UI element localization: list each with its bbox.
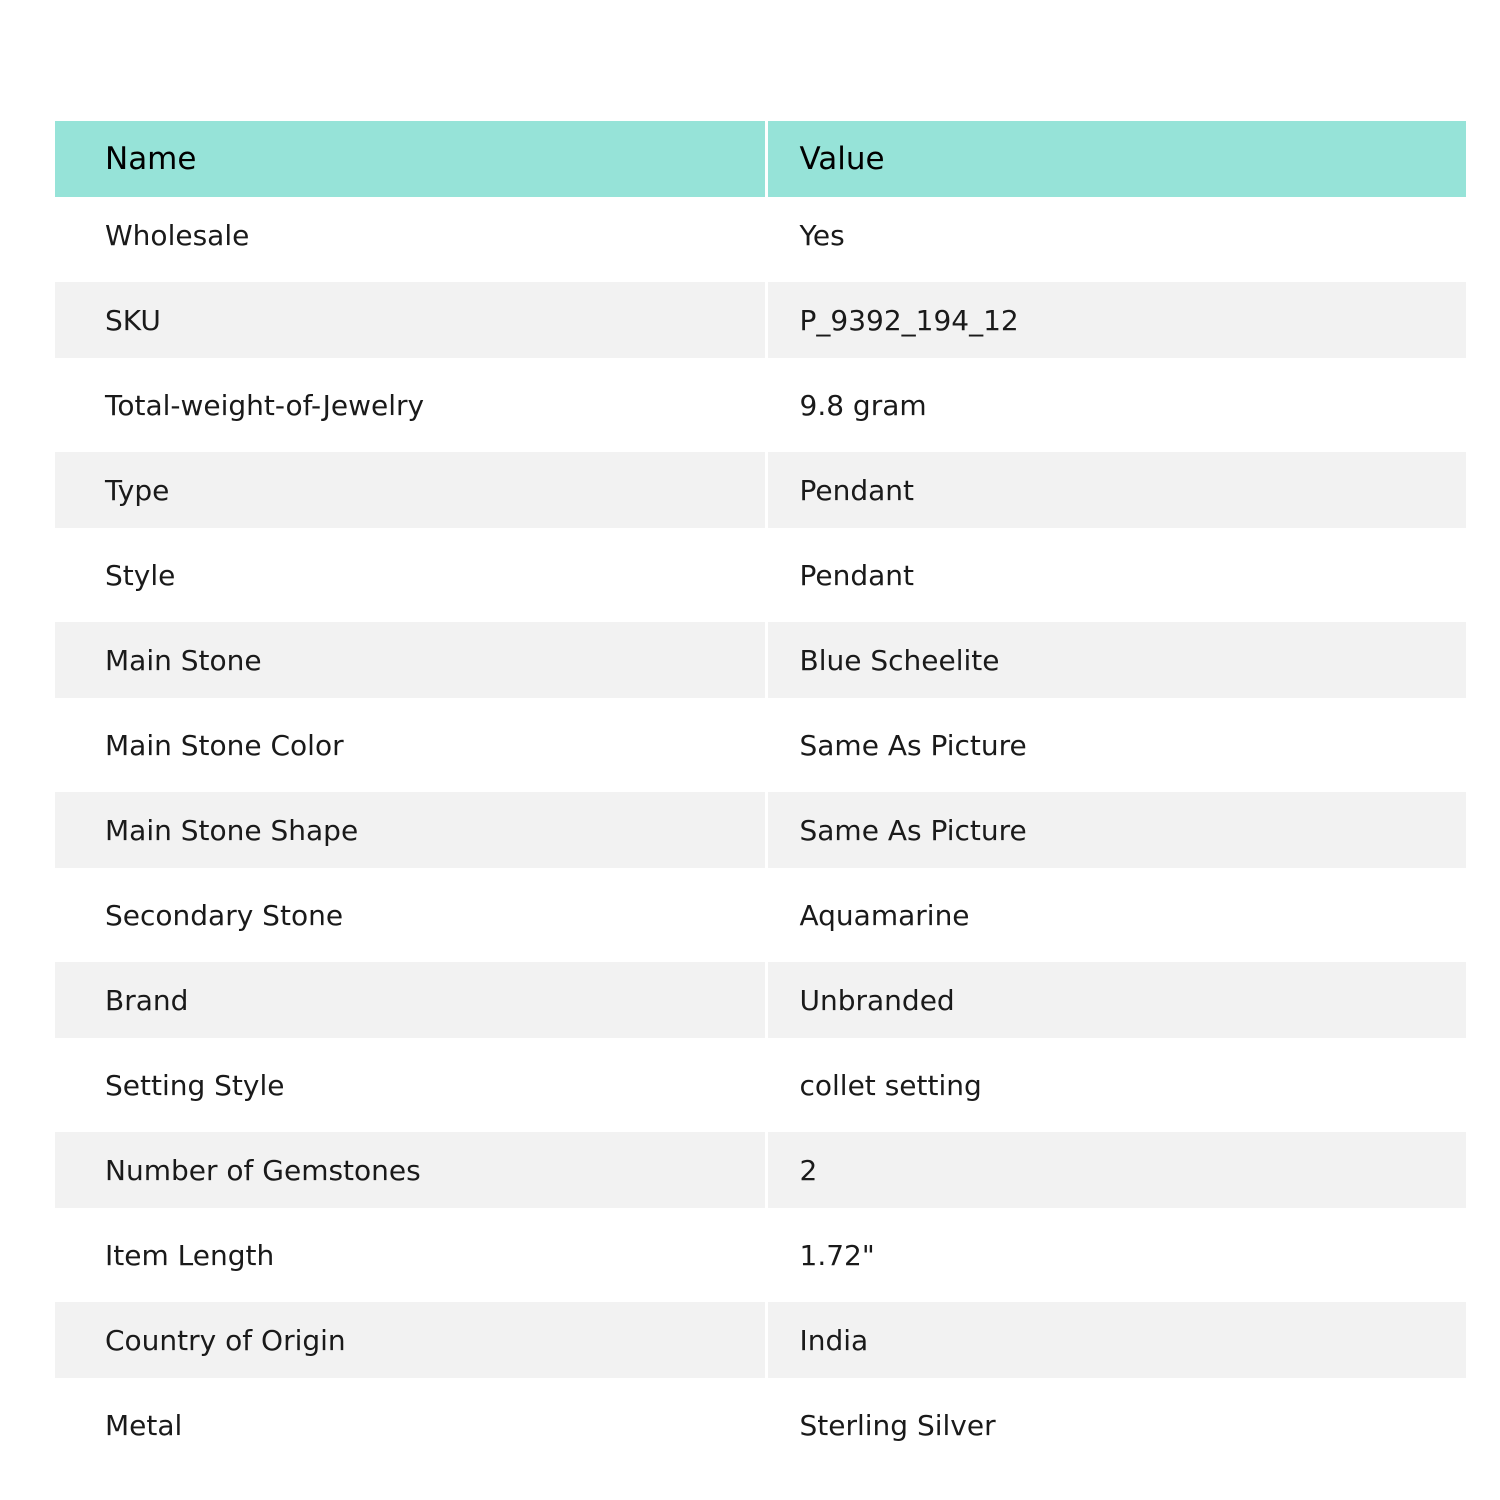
table-row [55,452,1466,528]
table-row [55,367,1466,443]
table-row [55,1132,1466,1208]
table-body [55,197,1466,1463]
row-spacer [55,358,1466,367]
row-spacer-cell [55,1293,1466,1302]
row-value-cell: Unbranded [766,962,1466,1038]
row-value-cell: 9.8 gram [799,388,927,422]
row-name-cell: Main Stone Shape [55,792,766,868]
row-name-cell: Secondary Stone [55,877,766,953]
table-row [55,197,1466,273]
row-spacer [55,868,1466,877]
row-name-cell: Main Stone Color [55,707,766,783]
row-spacer [55,528,1466,537]
row-spacer-cell [55,358,1466,367]
table-row [55,962,1466,1038]
row-spacer [55,783,1466,792]
row-spacer [55,443,1466,452]
row-spacer-cell [55,1378,1466,1387]
table-row [55,537,1466,613]
row-spacer-cell [55,1123,1466,1132]
row-spacer-cell [55,1038,1466,1047]
row-spacer [55,953,1466,962]
row-spacer [55,1293,1466,1302]
row-value-cell: 2 [766,1132,1466,1208]
row-value-cell: 1.72" [799,1238,875,1272]
row-spacer-cell [55,868,1466,877]
row-spacer-cell [55,1208,1466,1217]
row-name-cell: Total-weight-of-Jewelry [55,367,766,443]
row-value-cell: collet setting [799,1068,982,1102]
row-value-cell: Same As Picture [766,792,1466,868]
table-row [55,792,1466,868]
row-value-cell: Same As Picture [799,728,1027,762]
table-row [55,1302,1466,1378]
row-name-cell: Style [55,537,766,613]
row-value-cell: India [766,1302,1466,1378]
row-value-cell: Yes [799,218,845,252]
row-spacer [55,613,1466,622]
table-row [55,622,1466,698]
specifications-table [55,121,1466,1463]
row-value-cell: Pendant [766,452,1466,528]
row-value-cell: Sterling Silver [799,1408,996,1442]
row-spacer [55,698,1466,707]
table-row [55,1387,1466,1463]
table-row [55,1217,1466,1293]
row-spacer-cell [55,443,1466,452]
row-spacer [55,1038,1466,1047]
row-value-cell: Pendant [799,558,915,592]
row-spacer [55,1123,1466,1132]
header-row [55,121,1466,197]
row-spacer-cell [55,613,1466,622]
row-value-cell: P_9392_194_12 [766,282,1466,358]
table-row [55,282,1466,358]
row-value-cell: Blue Scheelite [766,622,1466,698]
row-spacer [55,1378,1466,1387]
row-spacer-cell [55,528,1466,537]
row-name-cell: Country of Origin [55,1302,766,1378]
row-spacer-cell [55,698,1466,707]
row-name-cell: Item Length [55,1217,766,1293]
row-spacer [55,273,1466,282]
row-name-cell: Main Stone [55,622,766,698]
row-name-cell: SKU [55,282,766,358]
row-name-cell: Number of Gemstones [55,1132,766,1208]
table-header [55,121,1466,197]
row-value-cell: Aquamarine [799,898,970,932]
row-name-cell: Setting Style [55,1047,766,1123]
table-row [55,1047,1466,1123]
row-spacer-cell [55,783,1466,792]
table-row [55,877,1466,953]
column-header-value: Value [766,121,1466,197]
table-row [55,707,1466,783]
row-name-cell: Brand [55,962,766,1038]
row-name-cell: Wholesale [55,197,766,273]
row-name-cell: Type [55,452,766,528]
row-spacer [55,1208,1466,1217]
column-header-name: Name [55,121,766,197]
row-spacer-cell [55,953,1466,962]
row-name-cell: Metal [55,1387,766,1463]
row-spacer-cell [55,273,1466,282]
